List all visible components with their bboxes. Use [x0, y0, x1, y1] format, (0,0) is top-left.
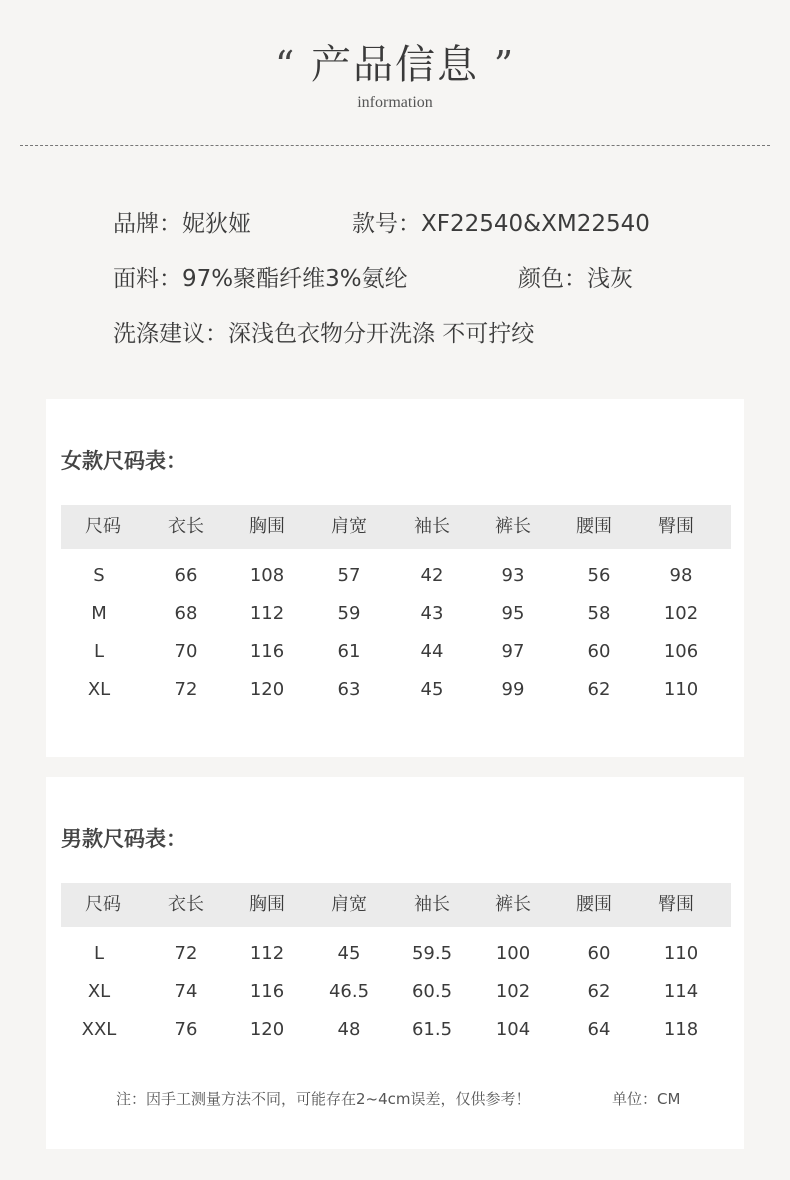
header-cell: 尺码 — [85, 516, 121, 537]
table-cell: M — [91, 603, 107, 624]
header-cell: 臀围 — [658, 516, 694, 537]
table-cell: 110 — [663, 679, 699, 700]
table-cell: 104 — [495, 1019, 531, 1040]
page-subtitle: information — [357, 94, 433, 111]
table-cell: 60 — [587, 943, 611, 964]
men-table-title: 男款尺码表： — [61, 827, 187, 851]
table-cell: 59 — [337, 603, 361, 624]
table-cell: 45 — [420, 679, 444, 700]
table-cell: 100 — [495, 943, 531, 964]
header-cell: 裤长 — [495, 516, 531, 537]
table-cell: 98 — [669, 565, 693, 586]
header-cell: 衣长 — [168, 516, 204, 537]
table-cell: 64 — [587, 1019, 611, 1040]
measurement-note: 注：因手工测量方法不同，可能存在2~4cm误差，仅供参考！ — [116, 1090, 531, 1108]
table-row — [61, 1018, 731, 1042]
men-table-header — [61, 883, 731, 927]
table-cell: XL — [87, 679, 111, 700]
table-cell: 93 — [501, 565, 525, 586]
header-cell: 肩宽 — [331, 516, 367, 537]
table-cell: 48 — [337, 1019, 361, 1040]
header-cell: 腰围 — [576, 516, 612, 537]
table-cell: L — [93, 943, 105, 964]
header-cell: 袖长 — [414, 894, 450, 915]
table-cell: L — [93, 641, 105, 662]
table-cell: 43 — [420, 603, 444, 624]
table-cell: 57 — [337, 565, 361, 586]
style-number-info: 款号：XF22540&XM22540 — [352, 211, 650, 237]
fabric-info: 面料：97%聚酯纤维3%氨纶 — [113, 266, 408, 292]
table-cell: 76 — [174, 1019, 198, 1040]
table-cell: 114 — [663, 981, 699, 1002]
men-size-panel — [46, 777, 744, 1149]
table-cell: XXL — [81, 1019, 117, 1040]
table-cell: 61 — [337, 641, 361, 662]
header-cell: 肩宽 — [331, 894, 367, 915]
header-cell: 胸围 — [249, 894, 285, 915]
close-quote-mark: ” — [493, 43, 516, 87]
header-cell: 裤长 — [495, 894, 531, 915]
header-cell: 尺码 — [85, 894, 121, 915]
header-cell: 胸围 — [249, 516, 285, 537]
table-cell: 108 — [249, 565, 285, 586]
table-row — [61, 678, 731, 702]
open-quote-mark: “ — [274, 43, 297, 87]
table-cell: 102 — [663, 603, 699, 624]
table-row — [61, 602, 731, 626]
table-cell: 62 — [587, 679, 611, 700]
table-cell: 120 — [249, 679, 285, 700]
table-cell: 116 — [249, 641, 285, 662]
table-cell: 58 — [587, 603, 611, 624]
table-cell: 72 — [174, 679, 198, 700]
table-row — [61, 564, 731, 588]
table-row — [61, 942, 731, 966]
page-title — [0, 36, 790, 94]
table-cell: 118 — [663, 1019, 699, 1040]
unit-label: 单位：CM — [612, 1090, 681, 1108]
header-cell: 袖长 — [414, 516, 450, 537]
table-row — [61, 640, 731, 664]
table-cell: 110 — [663, 943, 699, 964]
brand-info: 品牌：妮狄娅 — [113, 211, 251, 237]
table-cell: 112 — [249, 943, 285, 964]
table-cell: 72 — [174, 943, 198, 964]
table-cell: 74 — [174, 981, 198, 1002]
table-cell: 63 — [337, 679, 361, 700]
table-cell: 59.5 — [411, 943, 453, 964]
women-table-title: 女款尺码表： — [61, 449, 187, 473]
table-cell: 66 — [174, 565, 198, 586]
table-cell: 42 — [420, 565, 444, 586]
table-cell: 116 — [249, 981, 285, 1002]
table-cell: 106 — [663, 641, 699, 662]
table-cell: 60.5 — [411, 981, 453, 1002]
table-cell: 112 — [249, 603, 285, 624]
table-cell: 102 — [495, 981, 531, 1002]
table-cell: 97 — [501, 641, 525, 662]
header-cell: 臀围 — [658, 894, 694, 915]
table-cell: 95 — [501, 603, 525, 624]
table-cell: 70 — [174, 641, 198, 662]
table-cell: 44 — [420, 641, 444, 662]
table-cell: 99 — [501, 679, 525, 700]
header-cell: 腰围 — [576, 894, 612, 915]
women-size-panel — [46, 399, 744, 757]
table-row — [61, 980, 731, 1004]
table-cell: 61.5 — [411, 1019, 453, 1040]
table-cell: 60 — [587, 641, 611, 662]
dashed-divider — [20, 145, 770, 146]
table-cell: 56 — [587, 565, 611, 586]
color-info: 颜色：浅灰 — [518, 266, 633, 292]
header-cell: 衣长 — [168, 894, 204, 915]
table-cell: 45 — [337, 943, 361, 964]
table-cell: 62 — [587, 981, 611, 1002]
table-cell: 46.5 — [328, 981, 370, 1002]
header — [0, 0, 790, 130]
care-info: 洗涤建议：深浅色衣物分开洗涤 不可拧绞 — [113, 321, 535, 347]
table-cell: S — [93, 565, 105, 586]
table-cell: XL — [87, 981, 111, 1002]
women-table-header — [61, 505, 731, 549]
table-cell: 120 — [249, 1019, 285, 1040]
table-cell: 68 — [174, 603, 198, 624]
title-text: 产品信息 — [311, 42, 479, 88]
